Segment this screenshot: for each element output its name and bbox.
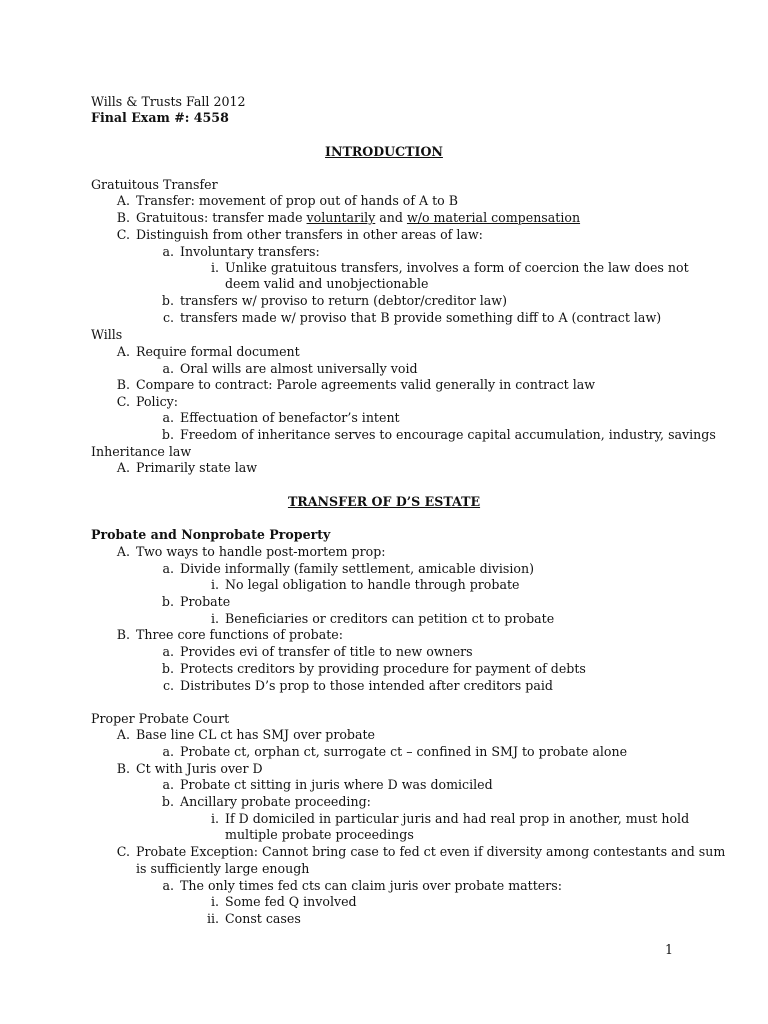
list-item-continuation: multiple probate proceedings	[225, 827, 414, 842]
list-item: A. Transfer: movement of prop out of hands of A to B	[116, 193, 459, 208]
list-item: C. Distinguish from other transfers in other areas of law:	[116, 227, 483, 242]
list-item: a. Provides evi of transfer of title to new owners	[162, 644, 473, 659]
list-item: C. Policy:	[116, 394, 179, 409]
list-item: b. Protects creditors by providing procedure for payment of debts	[161, 661, 586, 676]
topic-gratuitous-transfer: Gratuitous Transfer	[91, 177, 218, 192]
exam-number-line	[91, 110, 229, 126]
list-item: b. Ancillary probate proceeding:	[161, 794, 371, 809]
list-item: a. The only times fed cts can claim juris over probate matters:	[162, 878, 562, 893]
list-item: A. Require formal document	[116, 344, 300, 359]
list-item: b. transfers w/ proviso to return (debtor/creditor law)	[161, 293, 507, 308]
list-item: A. Two ways to handle post-mortem prop:	[116, 544, 386, 559]
list-item: i. If D domiciled in particular juris and had real prop in another, must hold	[210, 811, 690, 826]
section-heading-introduction: INTRODUCTION	[325, 144, 443, 159]
topic-proper-probate-court: Proper Probate Court	[91, 711, 230, 726]
list-item: a. Probate ct, orphan ct, surrogate ct – confined in SMJ to probate alone	[162, 744, 628, 759]
list-item: a. Divide informally (family settlement, amicable division)	[162, 561, 535, 576]
list-item-continuation: is sufficiently large enough	[136, 861, 310, 876]
list-item: b. Probate	[161, 594, 231, 609]
list-item: i. Unlike gratuitous transfers, involves a form of coercion the law does not	[210, 260, 689, 275]
list-item: c. transfers made w/ proviso that B provide something diff to A (contract law)	[162, 310, 662, 325]
list-item: A. Base line CL ct has SMJ over probate	[116, 727, 376, 742]
topic-wills: Wills	[91, 327, 123, 342]
list-item: a. Probate ct sitting in juris where D was domiciled	[162, 777, 493, 792]
list-item: B. Ct with Juris over D	[116, 761, 263, 776]
list-item: B. Compare to contract: Parole agreements valid generally in contract law	[116, 377, 596, 392]
list-item: ii. Const cases	[206, 911, 301, 926]
topic-probate-nonprobate: Probate and Nonprobate Property	[91, 527, 331, 542]
underlined-term: w/o material compensation	[406, 210, 581, 225]
list-item: a. Effectuation of benefactor’s intent	[162, 410, 400, 425]
list-item: A. Primarily state law	[116, 460, 258, 475]
list-item: a. Involuntary transfers:	[162, 244, 320, 259]
exam-number: 4558	[193, 110, 229, 125]
list-item: b. Freedom of inheritance serves to encourage capital accumulation, industry, savings	[161, 427, 716, 442]
list-item: C. Probate Exception: Cannot bring case to fed ct even if diversity among contestants and sum	[116, 844, 726, 859]
exam-label: Final Exam #:	[91, 110, 190, 125]
page-number: 1	[665, 942, 674, 957]
list-item-continuation: deem valid and unobjectionable	[225, 276, 429, 291]
list-item: i. No legal obligation to handle through probate	[210, 577, 520, 592]
list-item: B. Gratuitous: transfer made voluntarily and w/o material compensation	[116, 210, 581, 225]
course-title: Wills & Trusts Fall 2012	[91, 94, 246, 109]
list-item: c. Distributes D’s prop to those intended after creditors paid	[162, 678, 553, 693]
list-item: i. Beneficiaries or creditors can petition ct to probate	[210, 611, 555, 626]
topic-inheritance-law: Inheritance law	[91, 444, 192, 459]
list-item: B. Three core functions of probate:	[116, 627, 343, 642]
list-item: i. Some fed Q involved	[210, 894, 357, 909]
section-heading-transfer-of-estate: TRANSFER OF D’S ESTATE	[287, 494, 481, 509]
underlined-term: voluntarily	[306, 210, 376, 225]
list-item: a. Oral wills are almost universally void	[162, 361, 418, 376]
